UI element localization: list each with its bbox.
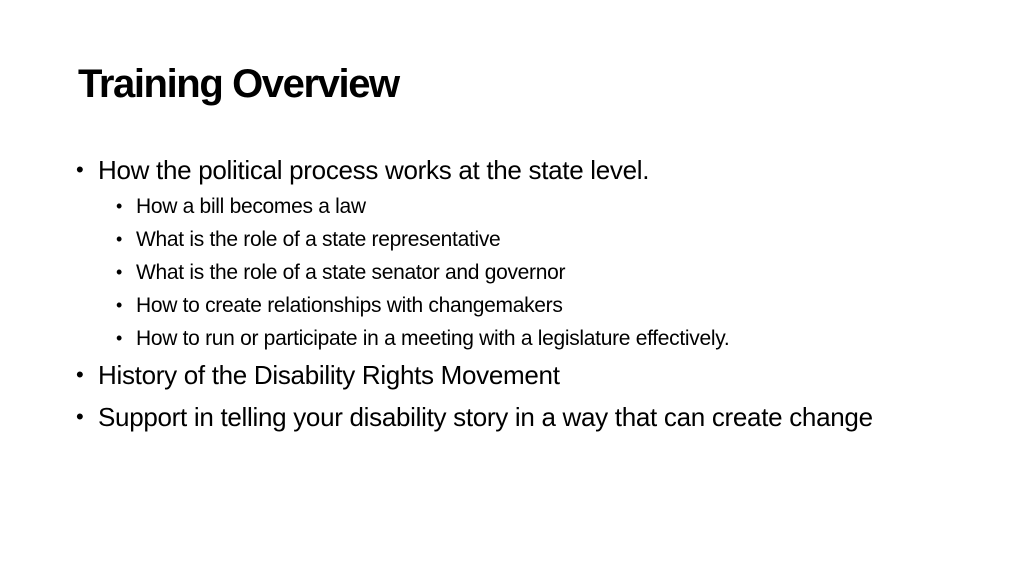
sub-bullet-item — [98, 322, 936, 355]
bullet-marker: • — [76, 157, 84, 182]
bullet-item — [76, 154, 936, 355]
bullet-item — [76, 401, 936, 433]
sub-bullet-item — [98, 190, 936, 223]
bullet-list — [76, 154, 936, 443]
bullet-marker: • — [116, 328, 123, 348]
bullet-text: How the political process works at the state level. — [98, 155, 650, 185]
bullet-item — [76, 359, 936, 391]
slide-title: Training Overview — [78, 62, 399, 106]
sub-bullet-item — [98, 289, 936, 322]
sub-bullet-text: How to create relationships with changemakers — [136, 294, 563, 317]
sub-bullet-text: How to run or participate in a meeting with a legislature effectively. — [136, 327, 730, 350]
sub-bullet-item — [98, 256, 936, 289]
bullet-text: Support in telling your disability story in a way that can create change — [98, 402, 873, 432]
bullet-marker: • — [116, 196, 123, 216]
sub-bullet-text: What is the role of a state representative — [136, 228, 501, 251]
bullet-marker: • — [76, 362, 84, 387]
sub-bullet-text: How a bill becomes a law — [136, 195, 366, 218]
bullet-text: History of the Disability Rights Movement — [98, 360, 560, 390]
sub-bullet-text: What is the role of a state senator and governor — [136, 261, 566, 284]
sub-bullet-item — [98, 223, 936, 256]
bullet-marker: • — [116, 295, 123, 315]
bullet-marker: • — [116, 229, 123, 249]
bullet-marker: • — [76, 404, 84, 429]
bullet-marker: • — [116, 262, 123, 282]
sub-bullet-list — [98, 190, 936, 355]
